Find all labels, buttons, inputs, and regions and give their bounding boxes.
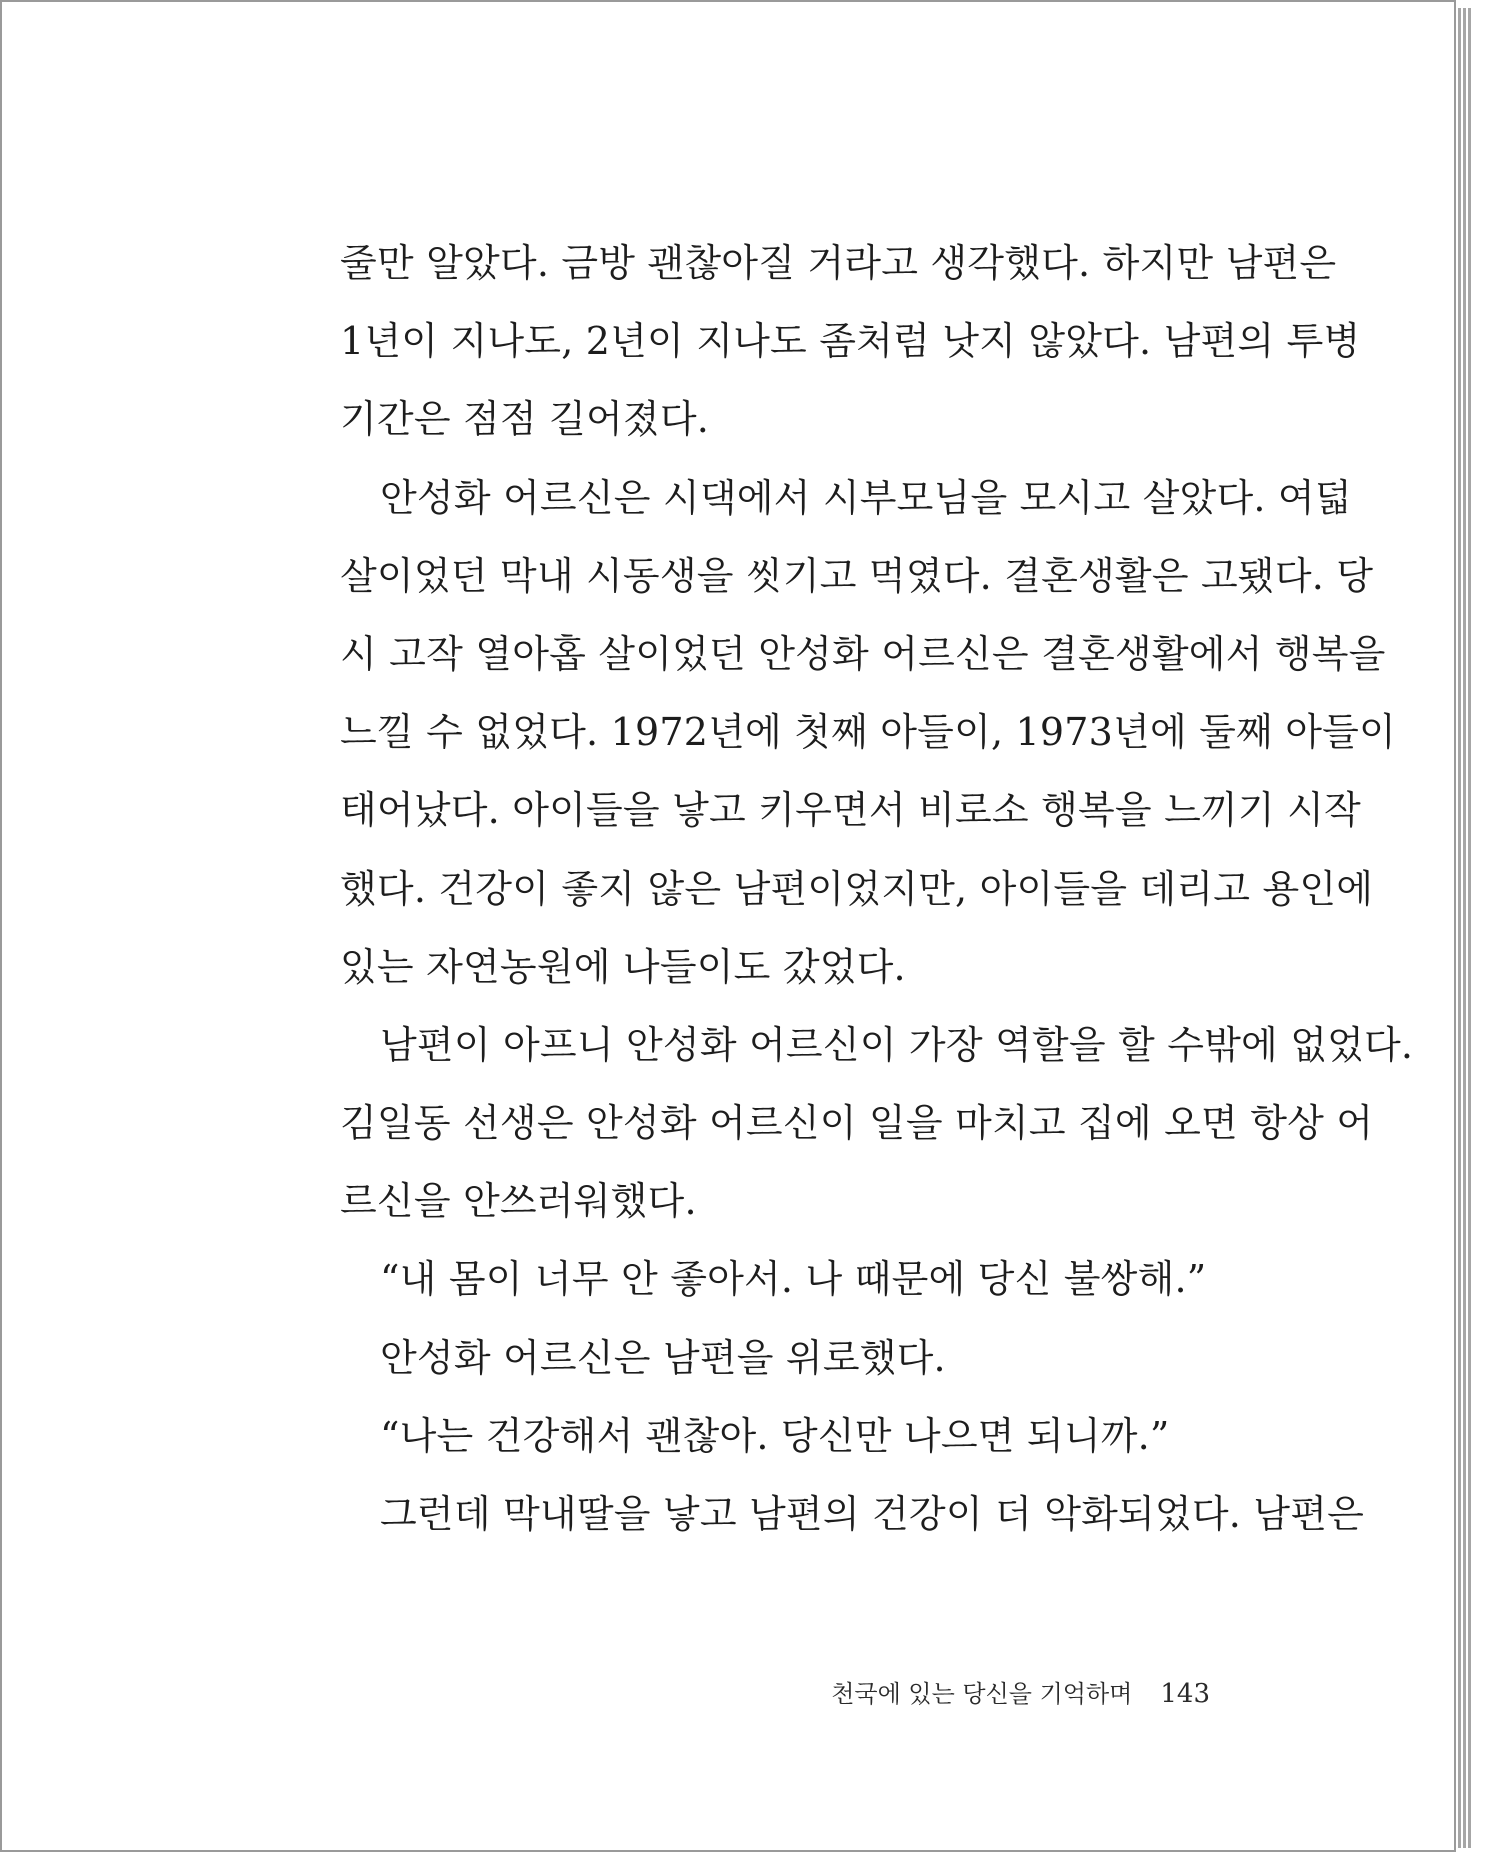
text-line: 안성화 어르신은 남편을 위로했다.: [380, 1335, 946, 1380]
text-line: 1년이 지나도, 2년이 지나도 좀처럼 낫지 않았다. 남편의 투병: [340, 319, 1361, 364]
text-line: 있는 자연농원에 나들이도 갔었다.: [340, 944, 906, 989]
page-edge-3: [1468, 8, 1471, 1848]
running-title: 천국에 있는 당신을 기억하며: [831, 1680, 1133, 1708]
text-line: 느낄 수 없었다. 1972년에 첫째 아들이, 1973년에 둘째 아들이: [340, 710, 1396, 755]
text-line: 남편이 아프니 안성화 어르신이 가장 역할을 할 수밖에 없었다.: [380, 1022, 1414, 1067]
text-line: 살이었던 막내 시동생을 씻기고 먹였다. 결혼생활은 고됐다. 당: [340, 553, 1374, 598]
text-line: 김일동 선생은 안성화 어르신이 일을 마치고 집에 오면 항상 어: [340, 1101, 1374, 1146]
page-number: 143: [1160, 1679, 1210, 1709]
text-line: 시 고작 열아홉 살이었던 안성화 어르신은 결혼생활에서 행복을: [340, 631, 1386, 676]
text-line: 했다. 건강이 좋지 않은 남편이었지만, 아이들을 데리고 용인에: [340, 866, 1374, 911]
text-line: 그런데 막내딸을 낳고 남편의 건강이 더 악화되었다. 남편은: [380, 1492, 1365, 1536]
dialogue-line: “나는 건강해서 괜찮아. 당신만 나으면 되니까.”: [380, 1413, 1170, 1458]
text-line: 르신을 안쓰러워했다.: [340, 1179, 697, 1224]
text-line: 기간은 점점 길어졌다.: [340, 397, 710, 442]
page-edge-2: [1463, 8, 1466, 1848]
text-line: 태어났다. 아이들을 낳고 키우면서 비로소 행복을 느끼기 시작: [340, 788, 1361, 833]
body-text: [340, 224, 1414, 1553]
text-line: 안성화 어르신은 시댁에서 시부모님을 모시고 살았다. 여덟: [380, 475, 1352, 520]
dialogue-line: “내 몸이 너무 안 좋아서. 나 때문에 당신 불쌍해.”: [380, 1257, 1207, 1302]
page-edge-1: [1458, 8, 1461, 1848]
text-line: 줄만 알았다. 금방 괜찮아질 거라고 생각했다. 하지만 남편은: [340, 241, 1337, 285]
page-footer: [831, 1674, 1210, 1709]
